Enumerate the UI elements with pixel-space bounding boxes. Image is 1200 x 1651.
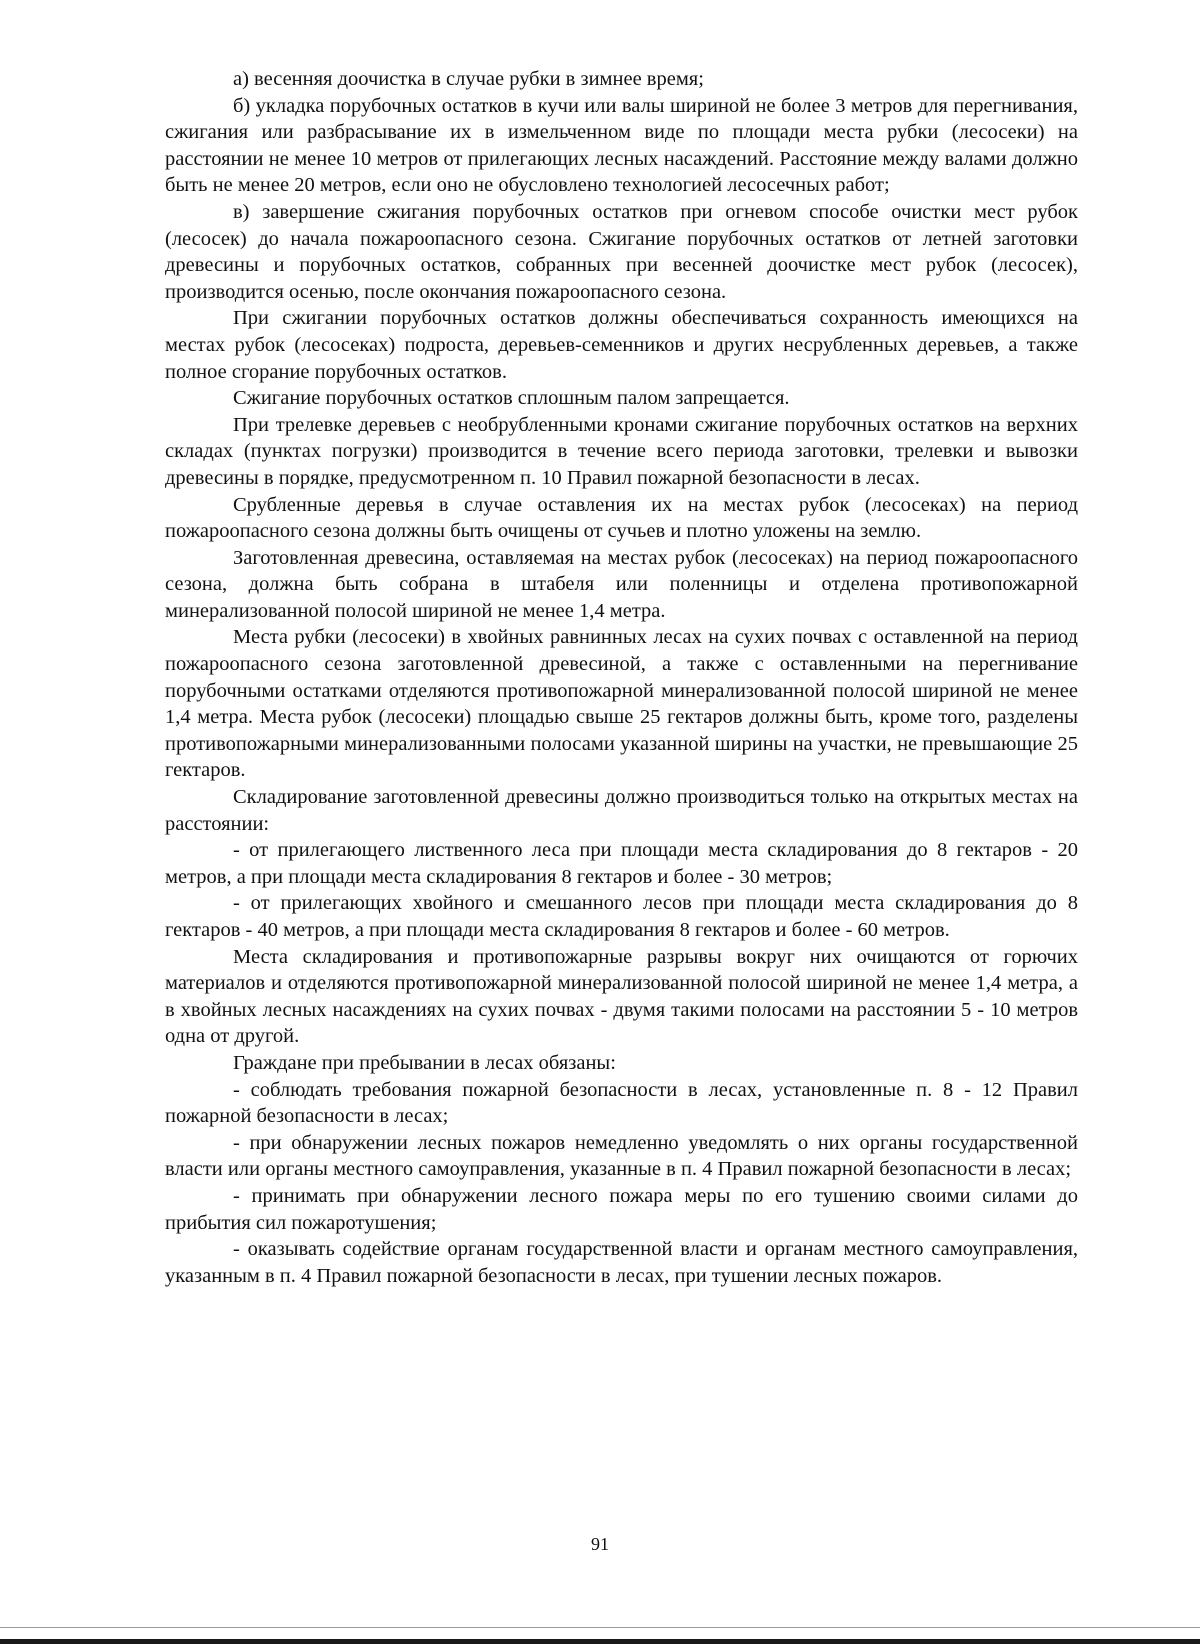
scan-bottom-border (0, 1639, 1200, 1644)
paragraph-obligation-extinguish: - принимать при обнаружении лесного пожара меры по его тушению своими силами до прибытия сил пожаротушения; (165, 1184, 1078, 1234)
paragraph-harvested-wood: Заготовленная древесина, оставляемая на местах рубок (лесосеках) на период пожароопасного сезона, должна быть собрана в штабеля или поленницы и отделена противопожарной минерализованной полосой шириной не менее 1,4 метра. (165, 546, 1078, 622)
paragraph-obligation-notify: - при обнаружении лесных пожаров немедленно уведомлять о них органы государственной власти или органы местного самоуправления, указанные в п. 4 Правил пожарной безопасности в лесах; (165, 1131, 1078, 1181)
paragraph-deciduous-distance: - от прилегающего лиственного леса при площади места складирования до 8 гектаров - 20 метров, а при площади места складирования 8 гектаров и более - 30 метров; (165, 839, 1078, 888)
paragraph-skidding-burning: При трелевке деревьев с необрубленными кронами сжигание порубочных остатков на верхних складах (пунктах погрузки) производится в течение всего периода заготовки, трелевки и вывозки древесины в порядке, предусмотренном п. 10 Правил пожарной безопасности в лесах. (165, 413, 1078, 489)
paragraph-felled-trees: Срубленные деревья в случае оставления их на местах рубок (лесосеках) на период пожароопасного сезона должны быть очищены от сучьев и плотно уложены на землю. (165, 493, 1078, 543)
paragraph-citizens-obligations: Граждане при пребывании в лесах обязаны: (233, 1051, 616, 1074)
paragraph-conifer-distance: - от прилегающих хвойного и смешанного лесов при площади места складирования до 8 гектаров - 40 метров, а при площади места складирования 8 гектаров и более - 60 метров. (165, 892, 1078, 941)
paragraph-conifer-plots: Места рубки (лесосеки) в хвойных равнинных лесах на сухих почвах с оставленной на период пожароопасного сезона заготовленной древесиной, а также с оставленными на перегнивание порубочными остатками отделяются противопожарной минерализованной полосой шириной не менее 1,4 метра. Места рубок (лесосеки) площадью свыше 25 гектаров должны быть, кроме того, разделены противопожарными минерализованными полосами указанной ширины на участки, не превышающие 25 гектаров. (165, 626, 1078, 782)
paragraph-c-burning-completion: в) завершение сжигания порубочных остатков при огневом способе очистки мест рубок (лесосек) до начала пожароопасного сезона. Сжигание порубочных остатков от летней заготовки древесины и порубочных остатков, собранных при весенней доочистке мест рубок (лесосек), производится осенью, после окончания пожароопасного сезона. (165, 200, 1078, 303)
paragraph-solid-burning-ban: Сжигание порубочных остатков сплошным палом запрещается. (233, 387, 790, 410)
paragraph-obligation-assist: - оказывать содействие органам государственной власти и органам местного самоуправления, указанным в п. 4 Правил пожарной безопасности в лесах, при тушении лесных пожаров. (165, 1238, 1078, 1287)
paragraph-a-spring-cleanup: а) весенняя доочистка в случае рубки в зимнее время; (233, 68, 704, 90)
scan-edge-line (0, 1627, 1200, 1628)
paragraph-burning-preservation: При сжигании порубочных остатков должны обеспечиваться сохранность имеющихся на местах рубок (лесосеках) подроста, деревьев-семенников и других несрубленных деревьев, а также полное сгорание порубочных остатков. (165, 307, 1078, 383)
paragraph-storage-clearing: Места складирования и противопожарные разрывы вокруг них очищаются от горючих материалов и отделяются противопожарной минерализованной полосой шириной не менее 1,4 метра, а в хвойных лесных насаждениях на сухих почвах - двумя такими полосами на расстоянии 5 - 10 метров одна от другой. (165, 945, 1078, 1048)
page-number: 91 (591, 1534, 609, 1554)
document-body (165, 66, 1078, 1289)
paragraph-b-piling-residues: б) укладка порубочных остатков в кучи или валы шириной не более 3 метров для перегнивания, сжигания или разбрасывание их в измельченном виде по площади места рубки (лесосеки) на расстоянии не менее 10 метров от прилегающих лесных насаждений. Расстояние между валами должно быть не менее 20 метров, если оно не обусловлено технологией лесосечных работ; (165, 94, 1078, 197)
paragraph-storage-distance: Складирование заготовленной древесины должно производиться только на открытых местах на расстоянии: (165, 786, 1078, 835)
paragraph-obligation-comply: - соблюдать требования пожарной безопасности в лесах, установленные п. 8 - 12 Правил пожарной безопасности в лесах; (165, 1078, 1078, 1128)
